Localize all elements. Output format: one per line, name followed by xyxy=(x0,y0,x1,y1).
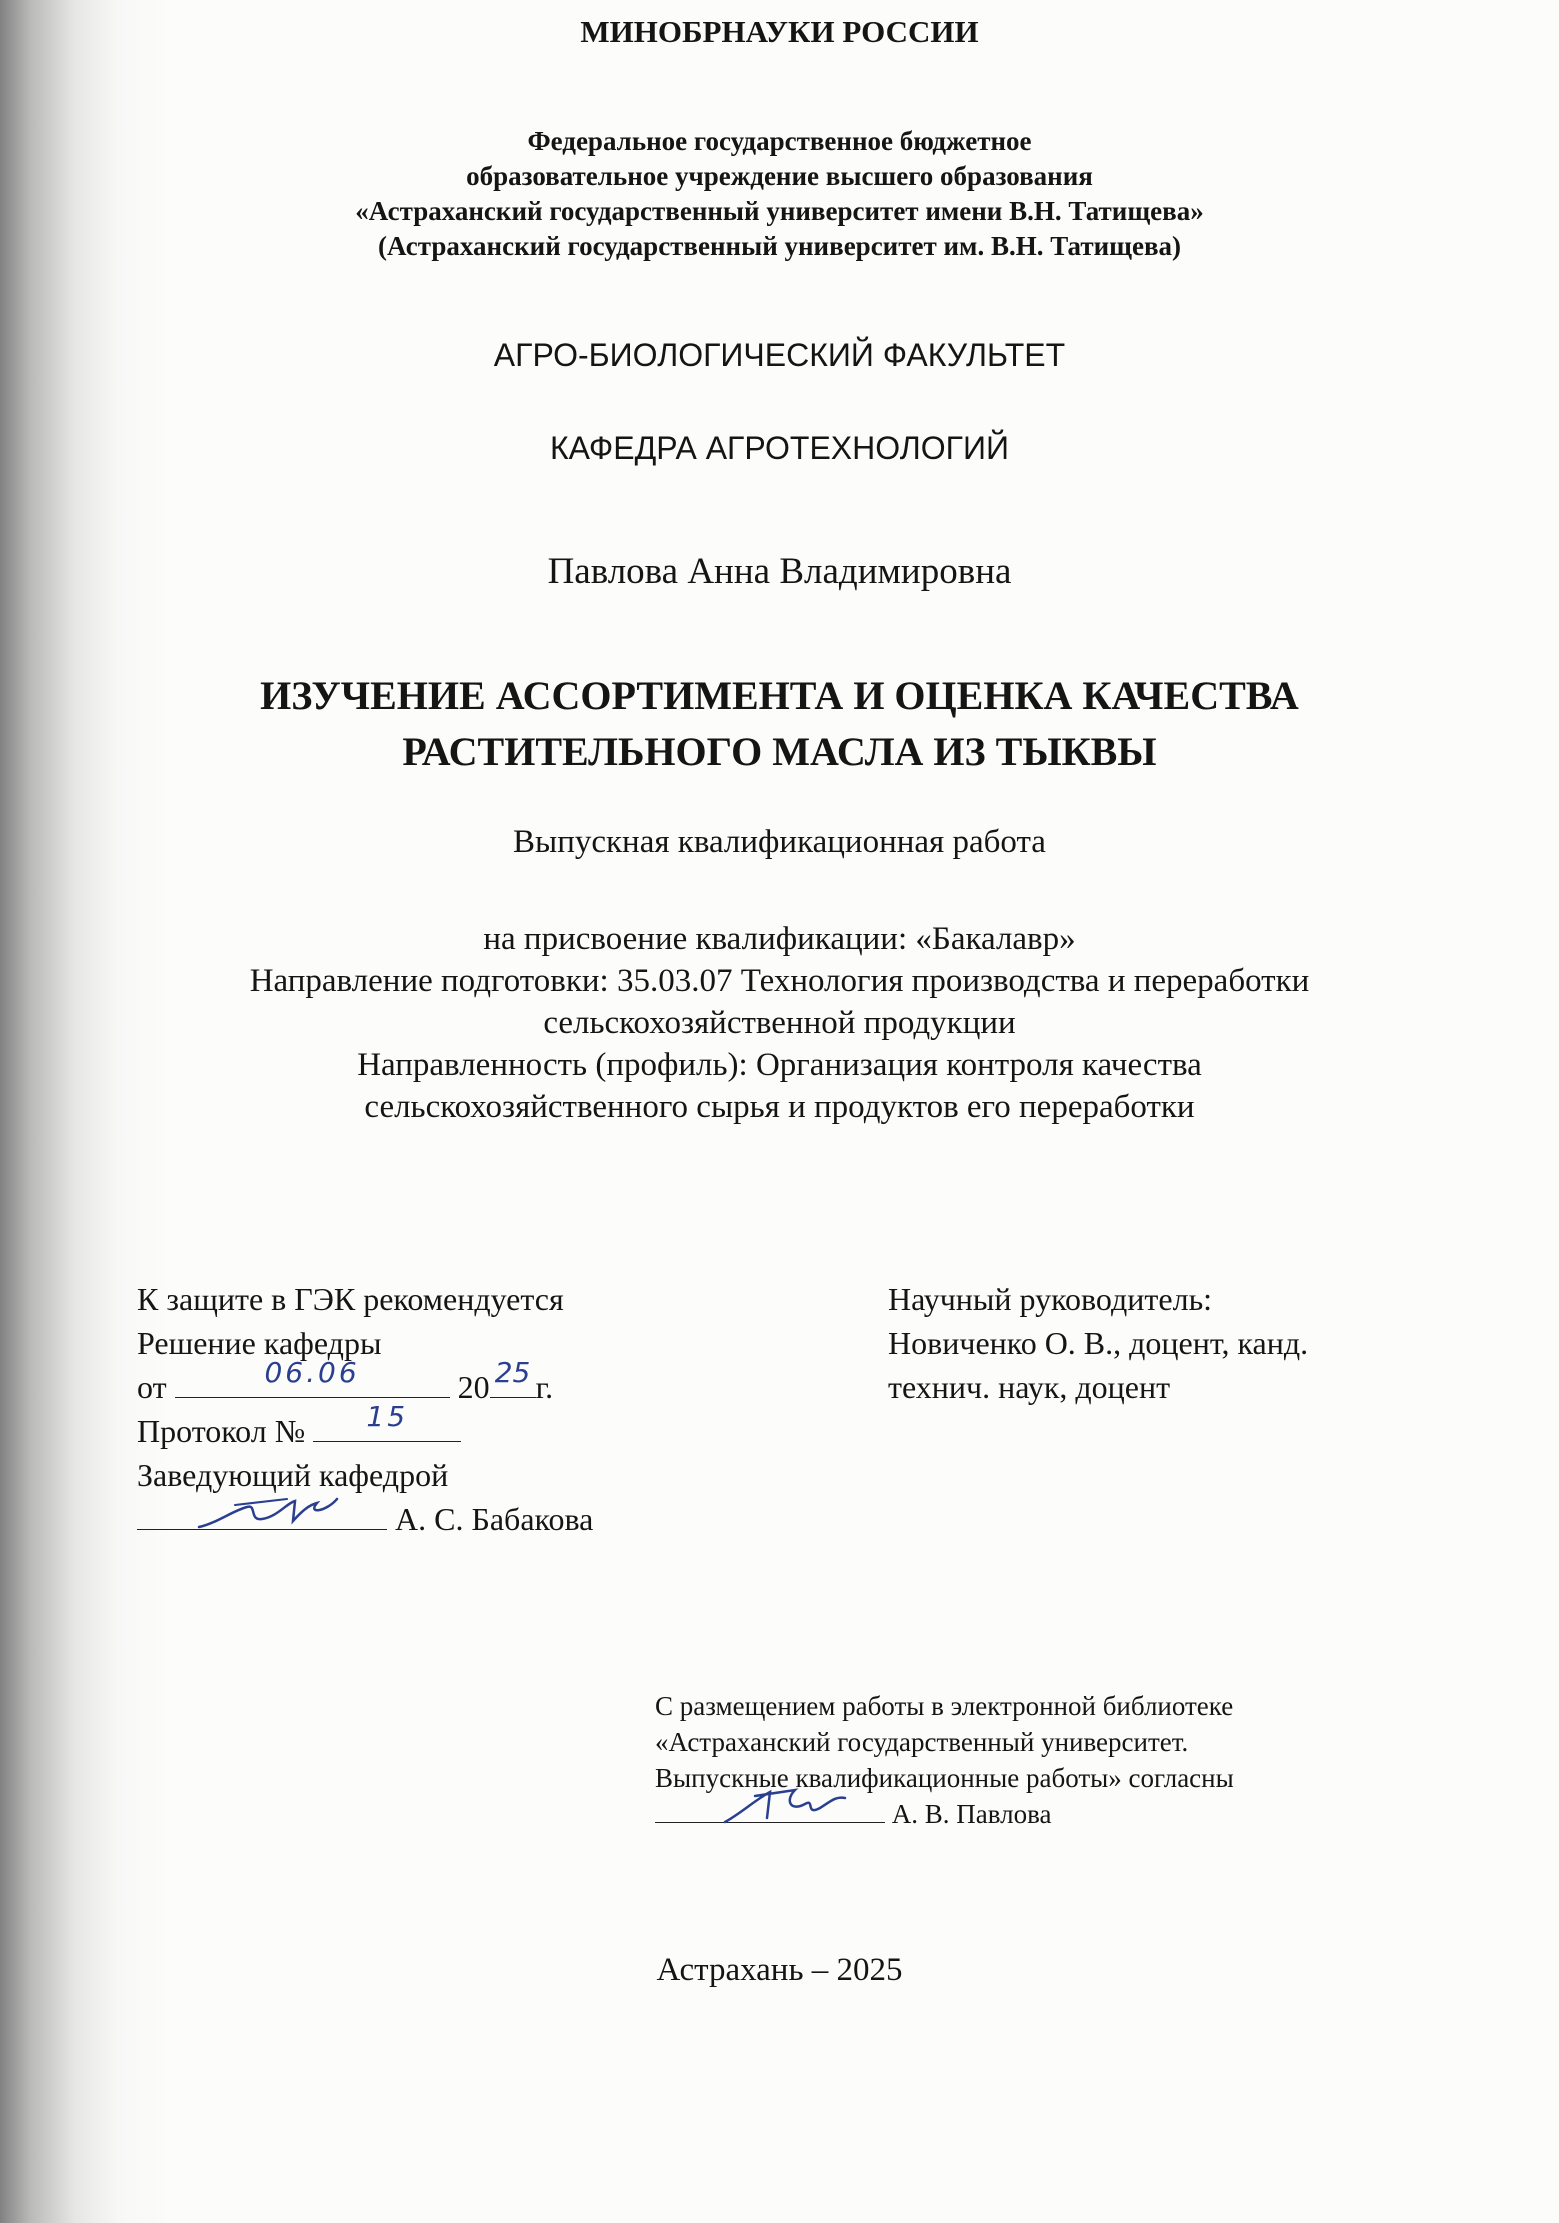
year-prefix: 20 xyxy=(457,1369,490,1405)
protocol-row xyxy=(137,1400,593,1453)
protocol-prefix: Протокол № xyxy=(137,1413,306,1449)
head-name: А. С. Бабакова xyxy=(395,1501,594,1537)
qualification-block xyxy=(0,918,1559,1128)
consent-line: С размещением работы в электронной библиотеке xyxy=(655,1691,1234,1721)
date-prefix: от xyxy=(137,1369,167,1405)
year-field xyxy=(490,1356,536,1398)
qualification-line: сельскохозяйственной продукции xyxy=(543,1005,1016,1041)
consent-block xyxy=(655,1688,1234,1832)
institution-line: Федеральное государственное бюджетное xyxy=(527,126,1032,156)
head-signature-field xyxy=(137,1499,387,1530)
consent-line: Выпускные квалификационные работы» согласны xyxy=(655,1763,1234,1793)
student-signature-icon xyxy=(655,1778,885,1833)
title-line: РАСТИТЕЛЬНОГО МАСЛА ИЗ ТЫКВЫ xyxy=(402,729,1157,774)
institution-line: (Астраханский государственный университет им. В.Н. Татищева) xyxy=(377,231,1182,261)
supervisor-block xyxy=(888,1277,1308,1409)
defense-recommended: К защите в ГЭК рекомендуется xyxy=(137,1281,564,1317)
consent-signature-row xyxy=(655,1796,1234,1832)
date-field xyxy=(175,1356,450,1398)
protocol-field xyxy=(313,1400,461,1442)
consent-signature-field xyxy=(655,1796,885,1823)
head-label: Заведующий кафедрой xyxy=(137,1457,449,1493)
year-suffix: г. xyxy=(535,1369,554,1405)
institution-line: «Астраханский государственный университет имени В.Н. Татищева» xyxy=(355,196,1204,226)
institution-block xyxy=(0,124,1559,264)
work-type: Выпускная квалификационная работа xyxy=(513,824,1046,860)
year-handwritten: 25 xyxy=(494,1356,531,1389)
supervisor-line: технич. наук, доцент xyxy=(888,1369,1171,1405)
qualification-line: Направленность (профиль): Организация контроля качества xyxy=(357,1047,1202,1083)
department-heading: КАФЕДРА АГРОТЕХНОЛОГИЙ xyxy=(550,430,1009,466)
defense-block xyxy=(137,1277,593,1541)
supervisor-label: Научный руководитель: xyxy=(888,1281,1213,1317)
supervisor-line: Новиченко О. В., доцент, канд. xyxy=(888,1325,1309,1361)
faculty-heading: АГРО-БИОЛОГИЧЕСКИЙ ФАКУЛЬТЕТ xyxy=(493,337,1066,373)
title-line: ИЗУЧЕНИЕ АССОРТИМЕНТА И ОЦЕНКА КАЧЕСТВА xyxy=(260,673,1299,718)
qualification-line: Направление подготовки: 35.03.07 Технология производства и переработки xyxy=(249,963,1310,999)
head-signature-row xyxy=(137,1497,593,1541)
author-name: Павлова Анна Владимировна xyxy=(547,551,1012,592)
date-handwritten: 06.06 xyxy=(264,1356,360,1389)
qualification-line: на присвоение квалификации: «Бакалавр» xyxy=(483,921,1076,957)
institution-line: образовательное учреждение высшего образования xyxy=(466,161,1093,191)
defense-decision: Решение кафедры xyxy=(137,1325,382,1361)
consent-line: «Астраханский государственный университет. xyxy=(655,1727,1189,1757)
protocol-handwritten: 15 xyxy=(366,1400,409,1433)
city-year: Астрахань – 2025 xyxy=(656,1952,903,1988)
qualification-line: сельскохозяйственного сырья и продуктов его переработки xyxy=(364,1089,1195,1125)
head-signature-icon xyxy=(137,1481,387,1536)
consent-name: А. В. Павлова xyxy=(891,1799,1052,1829)
ministry-heading: МИНОБРНАУКИ РОССИИ xyxy=(580,14,979,49)
thesis-title xyxy=(0,668,1559,780)
